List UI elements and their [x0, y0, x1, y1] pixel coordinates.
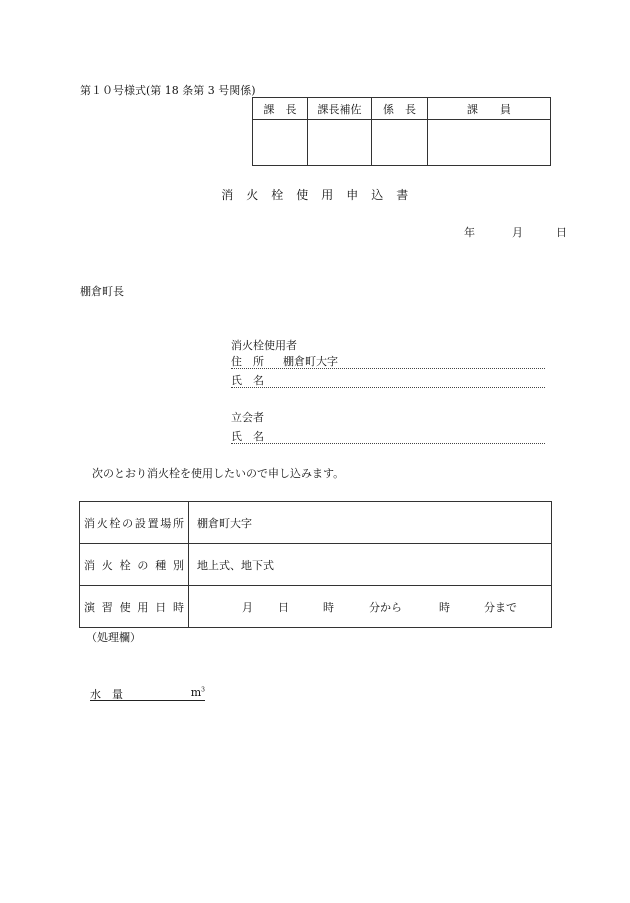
datetime-row [80, 586, 552, 628]
approval-stamp-box-subsection-chief[interactable] [372, 120, 428, 166]
approval-header-staff: 課 員 [428, 98, 551, 120]
approval-stamp-box-section-chief[interactable] [253, 120, 308, 166]
location-label: 消火栓の設置場所 [80, 502, 189, 544]
water-label: 水 量 [90, 688, 123, 701]
address-label: 住 所 [231, 355, 264, 368]
processing-label: （処理欄） [86, 631, 141, 644]
type-row [80, 544, 552, 586]
water-unit: $m^3$ [190, 686, 205, 699]
dt-month: 月 [242, 600, 253, 614]
location-row [80, 502, 552, 544]
datetime-value[interactable] [189, 586, 552, 628]
user-name-label: 氏 名 [231, 374, 264, 387]
water-volume-field[interactable] [90, 686, 205, 701]
approval-stamp-box-staff[interactable] [428, 120, 551, 166]
details-table [79, 501, 552, 628]
witness-name-field[interactable] [231, 428, 545, 444]
request-statement: 次のとおり消火栓を使用したいので申し込みます。 [92, 467, 345, 480]
form-number: 第１０号様式(第 18 条第 3 号関係) [80, 84, 256, 97]
date-day: 日 [556, 226, 567, 239]
dt-day: 日 [278, 600, 289, 614]
approval-stamp-box-deputy-chief[interactable] [308, 120, 372, 166]
document-title: 消 火 栓 使 用 申 込 書 [221, 188, 409, 202]
location-value[interactable]: 棚倉町大字 [189, 502, 552, 544]
datetime-label: 演 習 使 用 日 時 [80, 586, 189, 628]
user-name-field[interactable] [231, 372, 545, 388]
date-line[interactable] [464, 224, 567, 240]
address-value: 棚倉町大字 [283, 355, 338, 368]
approval-stamp-table [252, 97, 551, 166]
approval-header-deputy-chief: 課長補佐 [308, 98, 372, 120]
dt-until: 分まで [484, 600, 517, 614]
user-address-field[interactable] [231, 353, 545, 369]
witness-heading: 立会者 [231, 411, 264, 424]
dt-from: 分から [369, 600, 402, 614]
approval-header-section-chief: 課 長 [253, 98, 308, 120]
date-month: 月 [512, 226, 523, 239]
approval-header-subsection-chief: 係 長 [372, 98, 428, 120]
user-heading: 消火栓使用者 [231, 339, 297, 352]
witness-name-label: 氏 名 [231, 430, 264, 443]
dt-hour-start: 時 [323, 600, 334, 614]
type-label: 消 火 栓 の 種 別 [80, 544, 189, 586]
date-year: 年 [464, 226, 475, 239]
addressee: 棚倉町長 [80, 285, 124, 298]
dt-hour-end: 時 [439, 600, 450, 614]
type-value[interactable]: 地上式、地下式 [189, 544, 552, 586]
